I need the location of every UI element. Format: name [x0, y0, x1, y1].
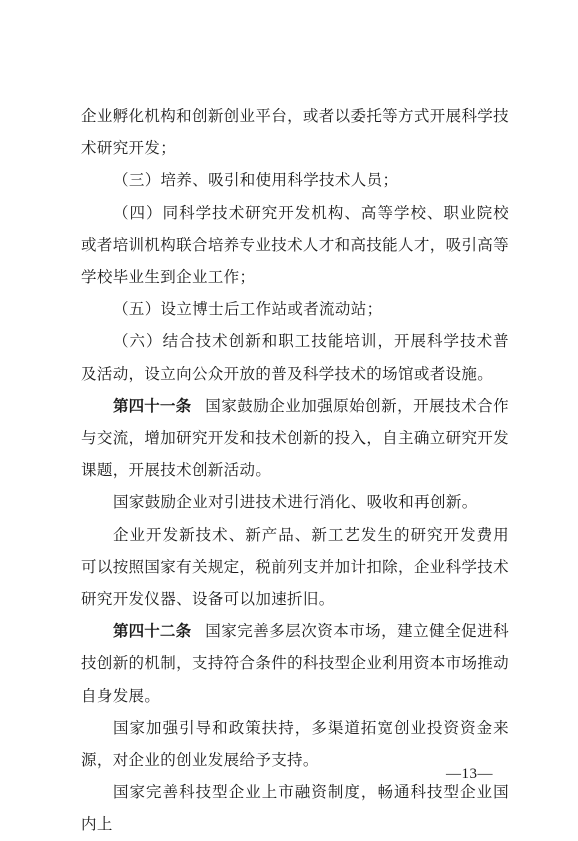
paragraph-7: 国家鼓励企业对引进技术进行消化、吸收和再创新。	[113, 493, 478, 512]
paragraph-4: （五）设立博士后工作站或者流动站；	[113, 300, 383, 319]
paragraph-1: 企业孵化机构和创新创业平台，或者以委托等方式开展科学技术研究开发；	[81, 107, 509, 158]
article-41-heading: 第四十一条	[113, 396, 192, 415]
article-42-paragraph: 第四十二条 国家完善多层次资本市场，建立健全促进科技创新的机制，支持符合条件的科技型企业利用资本市场推动自身发展。	[81, 622, 509, 705]
paragraph-8: 企业开发新技术、新产品、新工艺发生的研究开发费用可以按照国家有关规定，税前列支并加计扣除，企业科学技术研究开发仪器、设备可以加速折旧。	[81, 525, 509, 609]
paragraph-10: 国家加强引导和政策扶持，多渠道拓宽创业投资资金来源，对企业的创业发展给予支持。	[81, 718, 509, 770]
paragraph-3: （四）同科学技术研究开发机构、高等学校、职业院校或者培训机构联合培养专业技术人才和高技能人才，吸引高等学校毕业生到企业工作；	[81, 203, 509, 287]
paragraph-5: （六）结合技术创新和职工技能培训，开展科学技术普及活动，设立向公众开放的普及科学技术的场馆或者设施。	[81, 332, 509, 383]
paragraph-11: 国家完善科技型企业上市融资制度，畅通科技型企业国内上	[81, 783, 509, 834]
article-41-paragraph: 第四十一条 国家鼓励企业加强原始创新，开展技术合作与交流，增加研究开发和技术创新的投入，自主确立研究开发课题，开展技术创新活动。	[81, 396, 509, 480]
page-number: —13—	[446, 766, 493, 782]
body-text	[81, 100, 509, 841]
paragraph-2: （三）培养、吸引和使用科学技术人员；	[113, 171, 399, 190]
article-42-heading: 第四十二条	[113, 622, 192, 641]
